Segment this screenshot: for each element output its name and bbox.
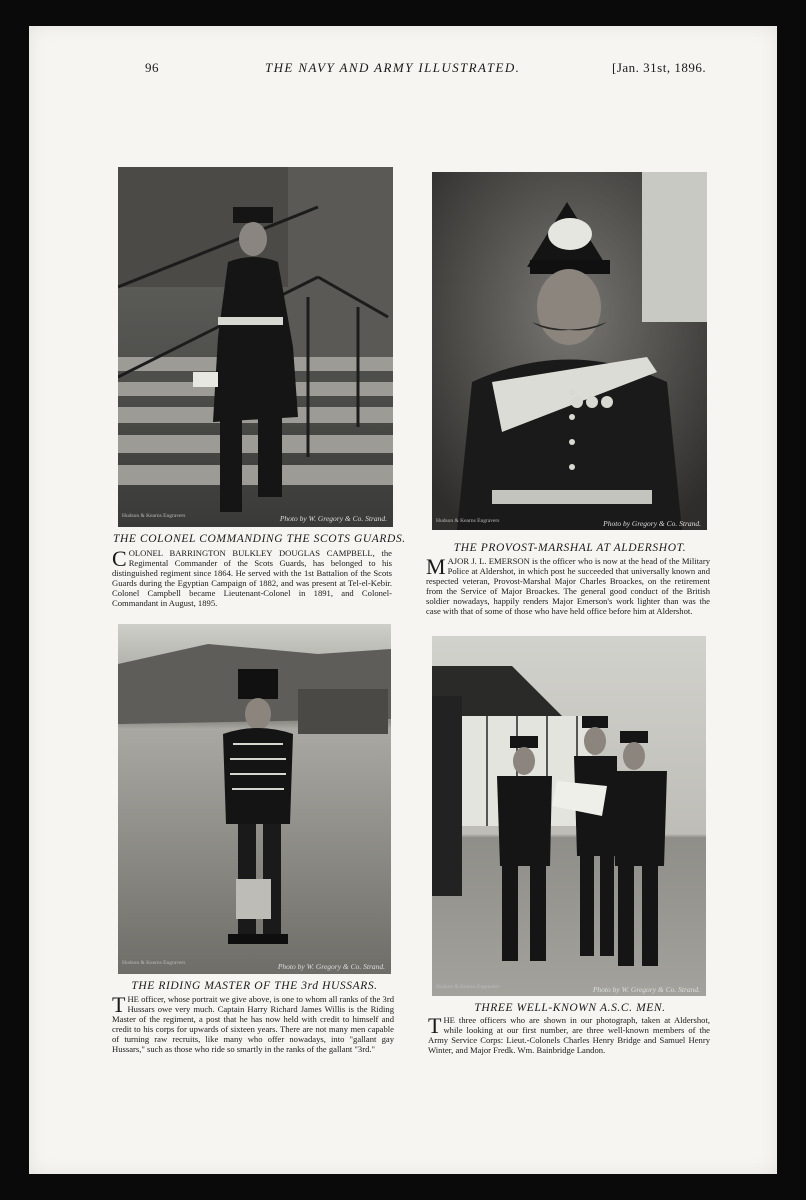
article-body: HE three officers who are shown in our photograph, taken at Aldershot, while looking at our first number, are three well-known members of the Army Service Corps: Lieut.-Colonels Charles Henry Bridge and Samuel Henry Winter, and Major Fredk. Wm. Bainbridge Landon. — [428, 1015, 710, 1055]
dropcap: T — [112, 992, 126, 1017]
issue-date: [Jan. 31st, 1896. — [612, 60, 707, 75]
engraver-mark: Hudson & Kearns Engravers — [436, 984, 500, 990]
caption-riding-master: THE RIDING MASTER OF THE 3rd HUSSARS. — [131, 980, 378, 992]
engraver-mark: Hudson & Kearns Engravers — [122, 960, 186, 966]
article-body: OLONEL BARRINGTON BULKLEY DOUGLAS CAMPBELL, the Regimental Commander of the Scots Guards, has belonged to his distinguished regiment since 1864. He served with the 1st Battalion of the Scots Guards during the Egyptian Campaign of 1882, and was present at Tel-el-Kebir. Colonel Campbell became Lieutenant-Colonel in 1891, and Colonel-Commandant in August, 1895. — [112, 548, 392, 608]
article-asc-men — [428, 1013, 710, 1056]
engraver-mark: Hudson & Kearns Engravers — [122, 513, 186, 519]
photo-credit: Photo by W. Gregory & Co. Strand. — [592, 985, 700, 994]
page-number: 96 — [145, 60, 159, 75]
photo-provost-marshal — [432, 172, 707, 530]
dropcap: M — [426, 554, 446, 579]
photo-credit: Photo by W. Gregory & Co. Strand. — [277, 962, 385, 971]
caption-asc-men: THREE WELL-KNOWN A.S.C. MEN. — [474, 1002, 666, 1014]
photo-credit: Photo by W. Gregory & Co. Strand. — [279, 514, 387, 523]
dropcap: C — [112, 546, 127, 571]
article-body: AJOR J. L. EMERSON is the officer who is now at the head of the Military Police at Aldershot, in which post he succeeded that universally known and respected veteran, Provost-Marshal Major Charles Broackes, on the retirement from the Service of Major Broackes. The general good conduct of the British soldier nowadays, happily renders Major Emerson's work lighter than was the case with that of some of those who have held office before him at Aldershot. — [426, 556, 710, 616]
article-provost-marshal — [426, 554, 710, 616]
photo-three-asc-men — [432, 636, 706, 996]
article-body: HE officer, whose portrait we give above, is one to whom all ranks of the 3rd Hussars owe very much. Captain Harry Richard James Willis is the Riding Master of the regiment, a post that he has now held with credit to himself and credit to his corps for upwards of sixteen years. There are not many men capable of turning raw recruits, like many who offer nowadays, into "gallant gay Hussars," such as those who ride so smartly in the ranks of the gallant "3rd." — [112, 994, 394, 1054]
article-scots-guards — [112, 546, 392, 608]
photo-credit: Photo by Gregory & Co. Strand. — [603, 519, 701, 528]
caption-scots-guards: THE COLONEL COMMANDING THE SCOTS GUARDS. — [113, 533, 406, 545]
article-riding-master — [112, 992, 394, 1054]
photo-riding-master — [118, 624, 391, 974]
caption-provost-marshal: THE PROVOST-MARSHAL AT ALDERSHOT. — [453, 542, 687, 554]
photo-scots-guards-colonel — [118, 167, 393, 527]
publication-title: THE NAVY AND ARMY ILLUSTRATED. — [265, 60, 521, 75]
engraver-mark: Hudson & Kearns Engravers — [436, 518, 500, 524]
dropcap: T — [428, 1013, 442, 1038]
